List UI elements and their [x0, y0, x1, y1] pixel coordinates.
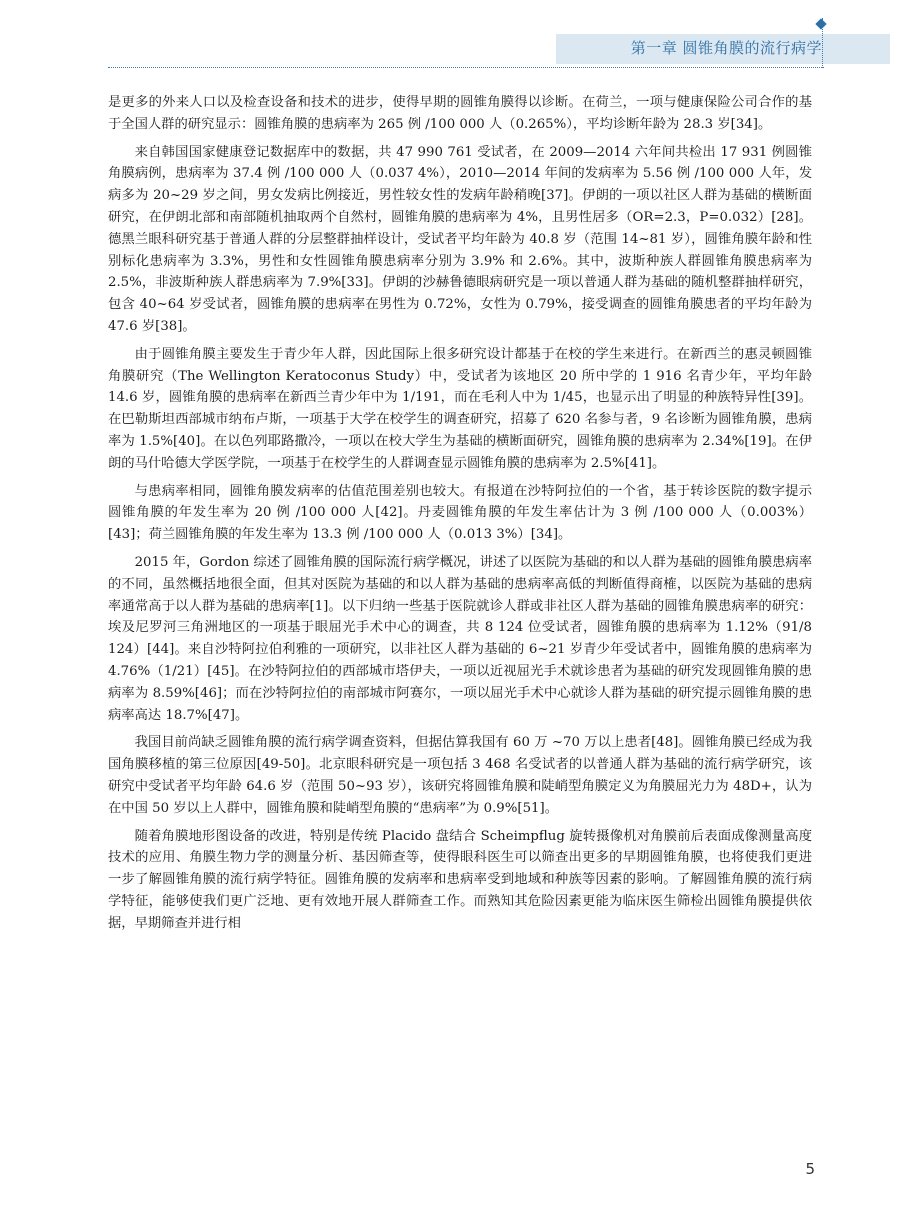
paragraph-6: 我国目前尚缺乏圆锥角膜的流行病学调查资料，但据估算我国有 60 万 ~70 万以上患者[48]。圆锥角膜已经成为我国角膜移植的第三位原因[49-50]。北京眼科研究是一项包括 3 468 名受试者的以普通人群为基础的流行病学研究，该研究中受试者平均年龄 64.6 岁（范围 50~93 岁），该研究将圆锥角膜和陡峭型角膜定义为角膜屈光力为 48D+，认为在中国 50 岁以上人群中，圆锥角膜和陡峭型角膜的“患病率”为 0.9%[51]。 — [108, 735, 812, 816]
page-number: 5 — [805, 1160, 815, 1178]
paragraph-4: 与患病率相同，圆锥角膜发病率的估值范围差别也较大。有报道在沙特阿拉伯的一个省，基于转诊医院的数字提示圆锥角膜的年发生率为 20 例 /100 000 人[42]。丹麦圆锥角膜的年发生率估计为 3 例 /100 000 人（0.003%）[43]；荷兰圆锥角膜的年发生率为 13.3 例 /100 000 人（0.013 3%）[34]。 — [108, 483, 812, 543]
paragraph-7: 随着角膜地形图设备的改进，特别是传统 Placido 盘结合 Scheimpflug 旋转摄像机对角膜前后表面成像测量高度技术的应用、角膜生物力学的测量分析、基因筛查等，使得眼科医生可以筛查出更多的早期圆锥角膜，也将使我们更进一步了解圆锥角膜的流行病学特征。圆锥角膜的发病率和患病率受到地域和种族等因素的影响。了解圆锥角膜的流行病学特征，能够使我们更广泛地、更有效地开展人群筛查工作。而熟知其危险因素更能为临床医生筛检出圆锥角膜提供依据，早期筛查并进行相 — [108, 828, 812, 931]
paragraph-3: 由于圆锥角膜主要发生于青少年人群，因此国际上很多研究设计都基于在校的学生来进行。在新西兰的惠灵顿圆锥角膜研究（The Wellington Keratoconus Study）中，受试者为该地区 20 所中学的 1 916 名青少年，平均年龄 14.6 岁，圆锥角膜的患病率在新西兰青少年中为 1/191，而在毛利人中为 1/45，也显示出了明显的种族特异性[39]。在巴勒斯坦西部城市纳布卢斯，一项基于大学在校学生的调查研究，招募了 620 名参与者，9 名诊断为圆锥角膜，患病率为 1.5%[40]。在以色列耶路撒冷，一项以在校大学生为基础的横断面研究，圆锥角膜的患病率为 2.34%[19]。在伊朗的马什哈德大学医学院，一项基于在校学生的人群调查显示圆锥角膜的患病率为 2.5%[41]。 — [108, 346, 812, 471]
diamond-icon — [815, 18, 826, 29]
body-text — [108, 92, 812, 940]
header-dotted-rule — [108, 67, 824, 68]
paragraph-1: 是更多的外来人口以及检查设备和技术的进步，使得早期的圆锥角膜得以诊断。在荷兰，一项与健康保险公司合作的基于全国人群的研究显示：圆锥角膜的患病率为 265 例 /100 000 人（0.265%），平均诊断年龄为 28.3 岁[34]。 — [108, 95, 812, 132]
running-header-title: 第一章 圆锥角膜的流行病学 — [630, 39, 822, 57]
paragraph-5: 2015 年，Gordon 综述了圆锥角膜的国际流行病学概况，讲述了以医院为基础的和以人群为基础的圆锥角膜患病率的不同，虽然概括地很全面，但其对医院为基础的和以人群为基础的患病率高低的判断值得商榷，以医院为基础的患病率通常高于以人群为基础的患病率[1]。以下归纳一些基于医院就诊人群或非社区人群为基础的圆锥角膜患病率的研究：埃及尼罗河三角洲地区的一项基于眼屈光手术中心的调查，共 8 124 位受试者，圆锥角膜的患病率为 1.12%（91/8 124）[44]。来自沙特阿拉伯利雅的一项研究，以非社区人群为基础的 6~21 岁青少年受试者中，圆锥角膜的患病率为 4.76%（1/21）[45]。在沙特阿拉伯的西部城市塔伊夫，一项以近视屈光手术就诊患者为基础的研究发现圆锥角膜的患病率为 8.59%[46]；而在沙特阿拉伯的南部城市阿赛尔，一项以屈光手术中心就诊人群为基础的研究提示圆锥角膜的患病率高达 18.7%[47]。 — [108, 554, 813, 723]
paragraph-2: 来自韩国国家健康登记数据库中的数据，共 47 990 761 受试者，在 2009—2014 六年间共检出 17 931 例圆锥角膜病例，患病率为 37.4 例 /100 000 人（0.037 4%），2010—2014 年间的发病率为 5.56 例 /100 000 人年，发病多为 20~29 岁之间，男女发病比例接近，男性较女性的发病年龄稍晚[37]。伊朗的一项以社区人群为基础的横断面研究，在伊朗北部和南部随机抽取两个自然村，圆锥角膜的患病率为 4%，且男性居多（OR=2.3，P=0.032）[28]。德黑兰眼科研究基于普通人群的分层整群抽样设计，受试者平均年龄为 40.8 岁（范围 14~81 岁），圆锥角膜年龄和性别标化患病率为 3.3%，男性和女性圆锥角膜患病率分别为 3.9% 和 2.6%。其中，波斯种族人群圆锥角膜患病率为 2.5%，非波斯种族人群患病率为 7.9%[33]。伊朗的沙赫鲁德眼病研究是一项以普通人群为基础的随机整群抽样研究，包含 40~64 岁受试者，圆锥角膜的患病率在男性为 0.72%，女性为 0.79%，接受调查的圆锥角膜患者的平均年龄为 47.6 岁[38]。 — [108, 144, 812, 334]
